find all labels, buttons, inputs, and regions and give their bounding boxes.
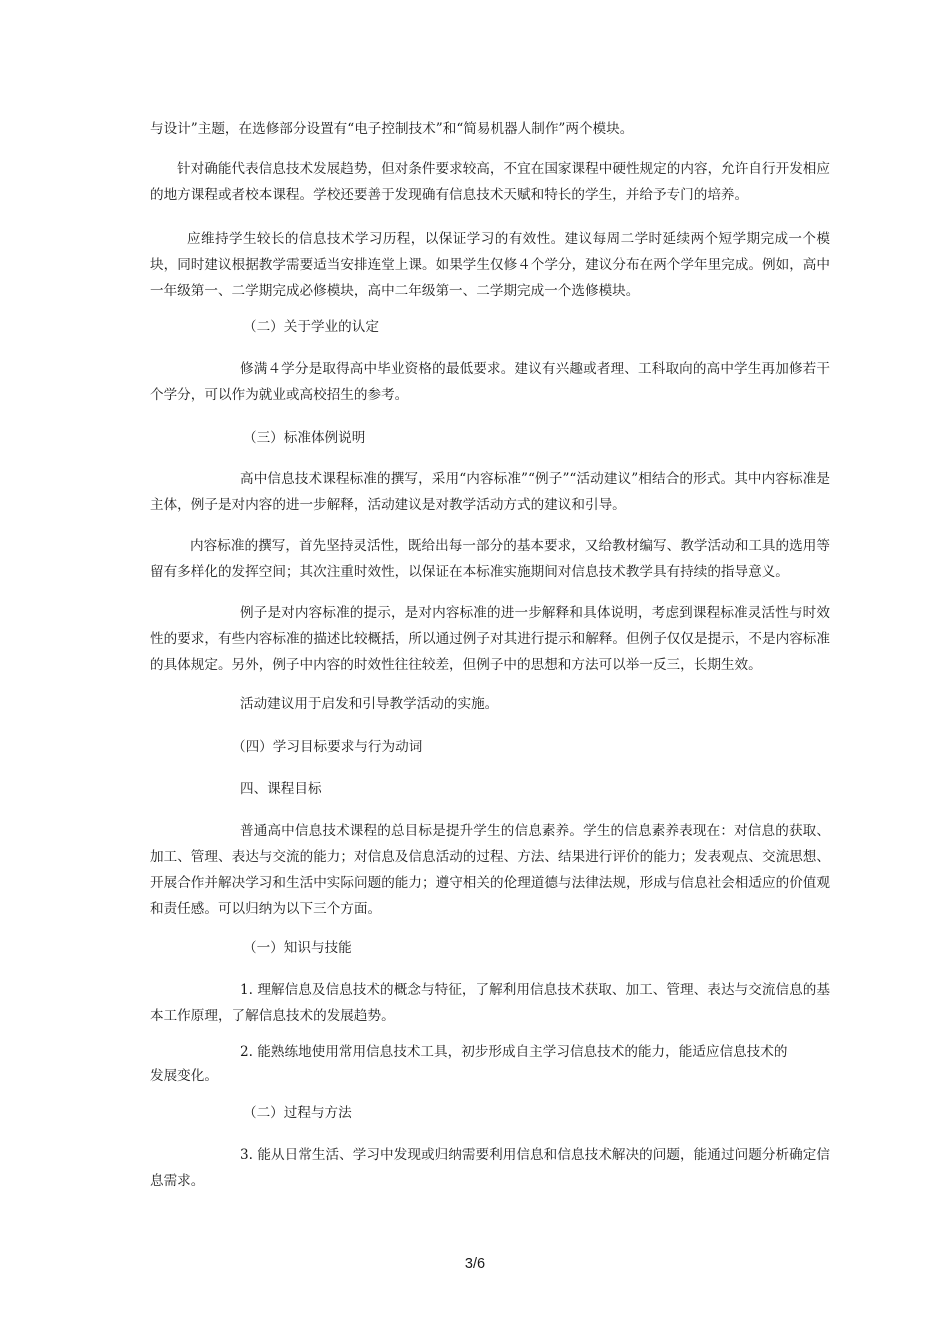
list-item: 2. 能熟练地使用常用信息技术工具，初步形成自主学习信息技术的能力，能适应信息技术的 [240, 1044, 788, 1060]
chapter-heading: 四、课程目标 [240, 781, 322, 797]
paragraph: 活动建议用于启发和引导教学活动的实施。 [240, 696, 499, 712]
paragraph: 内容标准的撰写，首先坚持灵活性，既给出每一部分的基本要求，又给教材编写、教学活动和工具的选用等留有多样化的发挥空间；其次注重时效性，以保证在本标准实施期间对信息技术教学具有持续的指导意义。 [150, 538, 830, 580]
paragraph: 高中信息技术课程标准的撰写，采用“内容标准”“例子”“活动建议”相结合的形式。其中内容标准是主体，例子是对内容的进一步解释，活动建议是对教学活动方式的建议和引导。 [150, 471, 830, 513]
section-heading: （三）标准体例说明 [243, 430, 366, 446]
section-heading: （二）过程与方法 [243, 1105, 352, 1121]
paragraph: 针对确能代表信息技术发展趋势，但对条件要求较高，不宜在国家课程中硬性规定的内容，允许自行开发相应的地方课程或者校本课程。学校还要善于发现确有信息技术天赋和特长的学生，并给予专门的培养。 [150, 161, 830, 203]
section-heading: （一）知识与技能 [243, 940, 352, 956]
paragraph: 与设计”主题，在选修部分设置有“电子控制技术”和“简易机器人制作”两个模块。 [150, 121, 634, 137]
list-item: 3. 能从日常生活、学习中发现或归纳需要利用信息和信息技术解决的问题，能通过问题分析确定信息需求。 [150, 1147, 830, 1189]
section-heading: （二）关于学业的认定 [243, 319, 379, 335]
section-heading: （四）学习目标要求与行为动词 [232, 739, 423, 755]
list-item-continuation: 发展变化。 [150, 1068, 218, 1084]
paragraph: 应维持学生较长的信息技术学习历程，以保证学习的有效性。建议每周二学时延续两个短学期完成一个模块，同时建议根据教学需要适当安排连堂上课。如果学生仅修４个学分，建议分布在两个学年里完成。例如，高中一年级第一、二学期完成必修模块，高中二年级第一、二学期完成一个选修模块。 [150, 231, 830, 299]
paragraph: 修满４学分是取得高中毕业资格的最低要求。建议有兴趣或者理、工科取向的高中学生再加修若干个学分，可以作为就业或高校招生的参考。 [150, 361, 830, 403]
paragraph: 普通高中信息技术课程的总目标是提升学生的信息素养。学生的信息素养表现在：对信息的获取、加工、管理、表达与交流的能力；对信息及信息活动的过程、方法、结果进行评价的能力；发表观点、交流思想、开展合作并解决学习和生活中实际问题的能力；遵守相关的伦理道德与法律法规，形成与信息社会相适应的价值观和责任感。可以归纳为以下三个方面。 [150, 823, 830, 917]
paragraph: 例子是对内容标准的提示，是对内容标准的进一步解释和具体说明，考虑到课程标准灵活性与时效性的要求，有些内容标准的描述比较概括，所以通过例子对其进行提示和解释。但例子仅仅是提示，不是内容标准的具体规定。另外，例子中内容的时效性往往较差，但例子中的思想和方法可以举一反三，长期生效。 [150, 605, 830, 673]
list-item: 1. 理解信息及信息技术的概念与特征，了解利用信息技术获取、加工、管理、表达与交流信息的基本工作原理，了解信息技术的发展趋势。 [150, 982, 830, 1024]
page-number: 3/6 [464, 1256, 486, 1272]
